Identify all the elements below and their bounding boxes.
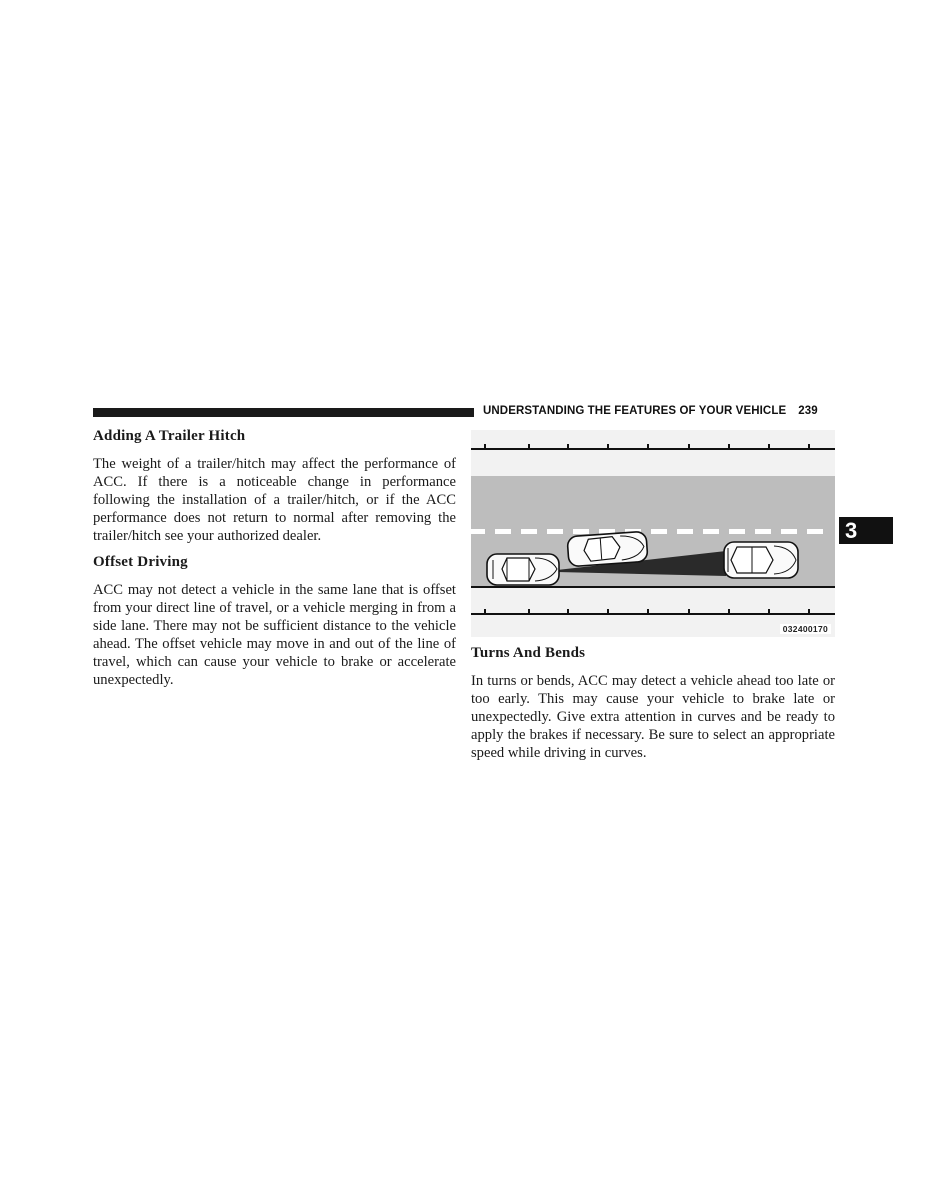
page-number: 239 — [798, 405, 818, 417]
own-vehicle — [487, 554, 559, 585]
section-body-offset-driving: ACC may not detect a vehicle in the same lane that is offset from your direct line of travel, or a vehicle merging in from a side lane. There may not be sufficient distance to the vehicle ahead. The offset vehicle may move in and out of the line of travel, which can cause your vehicle to brake or accelerate unexpectedly. — [93, 582, 456, 688]
offset-driving-illustration — [471, 430, 835, 637]
section-body-trailer-hitch: The weight of a trailer/hitch may affect the performance of ACC. If there is a noticeable change in performance following the installation of a trailer/hitch, or if the ACC performance does not return to normal after removing the trailer/hitch see your authorized dealer. — [93, 456, 456, 544]
chapter-tab: 3 — [839, 517, 893, 544]
section-body-turns-and-bends: In turns or bends, ACC may detect a vehicle ahead too late or too early. This may cause your vehicle to brake late or unexpectedly. Give extra attention in curves and be ready to apply the brakes if necessary. Be sure to select an appropriate speed while driving in curves. — [471, 673, 835, 761]
section-heading-turns-and-bends: Turns And Bends — [471, 645, 586, 661]
header-rule — [93, 408, 474, 417]
left-column — [93, 426, 456, 696]
running-title: UNDERSTANDING THE FEATURES OF YOUR VEHICLE — [483, 405, 787, 417]
section-heading-offset-driving: Offset Driving — [93, 554, 188, 570]
road-diagram — [471, 430, 835, 637]
section-heading-trailer-hitch: Adding A Trailer Hitch — [93, 428, 246, 444]
figure-code: 032400170 — [780, 624, 831, 634]
offset-vehicle — [567, 531, 648, 566]
top-shoulder — [471, 430, 835, 476]
vehicle-ahead — [724, 542, 798, 578]
right-column — [471, 643, 835, 769]
running-head — [483, 405, 818, 417]
